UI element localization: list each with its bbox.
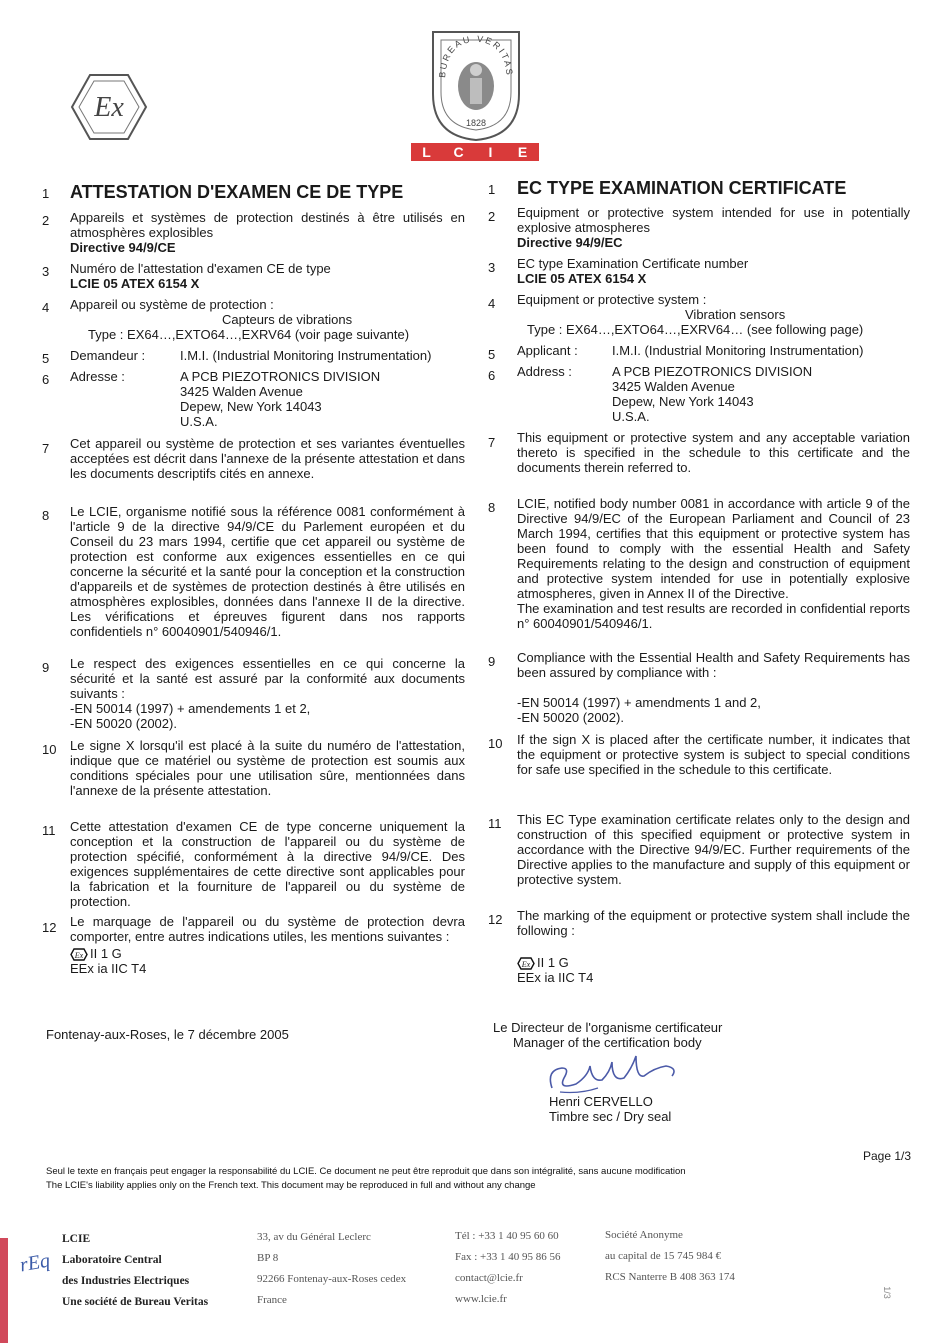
footer-phone: Tél : +33 1 40 95 60 60 <box>455 1230 559 1242</box>
item-number: 2 <box>488 209 496 224</box>
footer-line: Une société de Bureau Veritas <box>62 1296 209 1308</box>
fr-item-4 <box>70 297 465 342</box>
item-number: 11 <box>42 823 56 838</box>
address-line: A PCB PIEZOTRONICS DIVISION <box>612 364 813 379</box>
lcie-letter: C <box>453 144 465 160</box>
en-applicant-label: Applicant : <box>517 343 578 358</box>
address-line: Depew, New York 14043 <box>612 394 754 409</box>
page-number: Page 1/3 <box>863 1149 912 1163</box>
item-number: 3 <box>488 260 496 275</box>
item-number: 6 <box>42 372 50 387</box>
dry-seal: Timbre sec / Dry seal <box>549 1109 672 1124</box>
item-number: 5 <box>42 351 50 366</box>
disclaimer-fr: Seul le texte en français peut engager la responsabilité du LCIE. Ce document ne peut être reproduit que dans son intégralité, sans aucune modification <box>46 1166 686 1177</box>
footer-line: au capital de 15 745 984 € <box>605 1250 722 1262</box>
footer-line: BP 8 <box>257 1252 279 1264</box>
en-item-8 <box>517 496 910 631</box>
fr-title: ATTESTATION D'EXAMEN CE DE TYPE <box>70 182 404 202</box>
footer-line: Laboratoire Central <box>62 1254 162 1266</box>
fr-item-2 <box>70 210 465 255</box>
standard-line: -EN 50020 (2002). <box>70 716 177 731</box>
item-number: 7 <box>488 435 496 450</box>
fr-device-name: Capteurs de vibrations <box>222 312 353 327</box>
svg-text:Ex: Ex <box>521 960 531 970</box>
fr-certificate-number: LCIE 05 ATEX 6154 X <box>70 276 200 291</box>
lcie-band <box>411 143 539 161</box>
standard-line: -EN 50014 (1997) + amendments 1 and 2, <box>517 695 761 710</box>
en-item-9 <box>517 650 910 725</box>
fr-marking-line-1 <box>70 946 465 961</box>
en-address <box>612 364 812 424</box>
fr-item-10-text: Le signe X lorsqu'il est placé à la suite du numéro de l'attestation, indique que ce matériel ou système de protection est soumis aux conditions spéciales pour une utilisation sûre, mentionnées dans l'annexe de la présente attestation. <box>70 738 465 798</box>
en-directive: Directive 94/9/EC <box>517 235 623 250</box>
footer-line: RCS Nanterre B 408 363 174 <box>605 1271 735 1283</box>
item-number: 8 <box>488 500 496 515</box>
signatory-title-fr: Le Directeur de l'organisme certificateur <box>493 1020 723 1035</box>
item-number: 7 <box>42 441 50 456</box>
item-number: 12 <box>488 912 503 927</box>
address-line: 3425 Walden Avenue <box>612 379 735 394</box>
bureau-veritas-seal-icon <box>427 24 525 142</box>
ex-logo <box>70 72 148 142</box>
footer-line: Société Anonyme <box>605 1229 683 1241</box>
lcie-letter: E <box>517 144 529 160</box>
ex-logo-text: Ex <box>94 92 124 123</box>
fr-item-8-text: Le LCIE, organisme notifié sous la référence 0081 conformément à l'article 9 de la directive 94/9/CE du Parlement européen et du Conseil du 23 mars 1994, certifie que cet appareil ou système de protection est conforme aux exigences essentielles en ce qui concerne la sécurité et la santé pour la conception et la construction d'appareils et de systèmes de protection destinés à être utilisés en atmosphères explosibles, données dans l'annexe II de la directive. Les vérifications et épreuves figurent dans nos rapports confidentiels n° 60040901/540946/1. <box>70 504 465 639</box>
fr-item-9-text: Le respect des exigences essentielles en ce qui concerne la sécurité et la santé est assuré par la conformité aux documents suivants : <box>70 656 465 701</box>
en-item-3 <box>517 256 910 286</box>
bv-year: 1828 <box>465 118 487 128</box>
en-item-3-text: EC type Examination Certificate number <box>517 256 749 271</box>
address-line: 3425 Walden Avenue <box>180 384 303 399</box>
bureau-veritas-logo <box>427 24 525 142</box>
en-item-4 <box>517 292 910 337</box>
en-device-type: Type : EX64…,EXTO64…,EXRV64… (see following page) <box>527 322 864 337</box>
fr-applicant-value: I.M.I. (Industrial Monitoring Instrumentation) <box>180 348 432 363</box>
signature-icon <box>540 1048 690 1098</box>
item-number: 10 <box>42 742 57 757</box>
place-date: Fontenay-aux-Roses, le 7 décembre 2005 <box>46 1027 289 1042</box>
footer-contact <box>455 1226 561 1310</box>
fr-address <box>180 369 380 429</box>
disclaimer-en: The LCIE's liability applies only on the French text. This document may be reproduced in full and without any change <box>46 1180 536 1191</box>
en-item-9-text: Compliance with the Essential Health and Safety Requirements has been assured by compliance with : <box>517 650 910 680</box>
ex-marking-icon <box>517 957 535 970</box>
item-number: 4 <box>42 300 50 315</box>
fr-marking-group: II 1 G <box>90 946 122 961</box>
en-item-2-text: Equipment or protective system intended for use in potentially explosive atmospheres <box>517 205 910 235</box>
footer-red-bar <box>0 1238 8 1343</box>
side-code: 1/3 <box>881 1286 892 1299</box>
fr-item-2-text: Appareils et systèmes de protection destinés à être utilisés en atmosphères explosibles <box>70 210 465 240</box>
ex-hexagon-icon <box>70 72 148 142</box>
en-item-11-text: This EC Type examination certificate relates only to the design and construction of this specified equipment or protective system in accordance with the Directive 94/9/EC. Further requirements of the Directive applies to the manufacture and supply of this equipment or protective system. <box>517 812 910 887</box>
footer-line: France <box>257 1294 287 1306</box>
item-number: 5 <box>488 347 496 362</box>
en-item-12-text: The marking of the equipment or protective system shall include the following : <box>517 908 910 938</box>
fr-item-3-text: Numéro de l'attestation d'examen CE de type <box>70 261 331 276</box>
address-line: A PCB PIEZOTRONICS DIVISION <box>180 369 381 384</box>
signatory-title-en: Manager of the certification body <box>513 1035 702 1050</box>
item-number: 6 <box>488 368 496 383</box>
footer-line: 33, av du Général Leclerc <box>257 1231 371 1243</box>
bv-text: BUREAU VERITAS <box>437 33 515 79</box>
en-item-4-text: Equipment or protective system : <box>517 292 707 307</box>
address-line: U.S.A. <box>180 414 218 429</box>
en-marking-group: II 1 G <box>537 955 569 970</box>
svg-text:Ex: Ex <box>74 951 84 961</box>
footer-fax: Fax : +33 1 40 95 86 56 <box>455 1251 561 1263</box>
fr-item-7-text: Cet appareil ou système de protection et ses variantes éventuelles acceptées est décrit dans l'annexe de la présente attestation et dans les documents descriptifs cités en annexe. <box>70 436 465 481</box>
footer-company <box>62 1229 208 1313</box>
footer-website: www.lcie.fr <box>455 1293 507 1305</box>
fr-item-12-text: Le marquage de l'appareil ou du système de protection devra comporter, entre autres indications utiles, les mentions suivantes : <box>70 914 465 944</box>
lcie-letter: I <box>488 144 494 160</box>
en-item-2 <box>517 205 910 250</box>
footer-line: LCIE <box>62 1233 91 1245</box>
item-number: 10 <box>488 736 503 751</box>
en-item-7-text: This equipment or protective system and any acceptable variation thereto is specified in the schedule to this certificate and the documents therein referred to. <box>517 430 910 475</box>
item-number: 9 <box>488 654 496 669</box>
en-item-8-text-2: The examination and test results are recorded in confidential reports n° 60040901/540946/1. <box>517 601 910 631</box>
en-title: EC TYPE EXAMINATION CERTIFICATE <box>517 178 847 198</box>
item-number: 4 <box>488 296 496 311</box>
address-line: U.S.A. <box>612 409 650 424</box>
fr-item-12 <box>70 914 465 976</box>
fr-device-type: Type : EX64…,EXTO64…,EXRV64 (voir page suivante) <box>88 327 410 342</box>
ex-marking-icon <box>70 948 88 961</box>
item-number: 12 <box>42 920 57 935</box>
signatory-name: Henri CERVELLO <box>549 1094 653 1109</box>
item-number: 9 <box>42 660 50 675</box>
lcie-letter: L <box>422 144 432 160</box>
en-applicant-value: I.M.I. (Industrial Monitoring Instrumentation) <box>612 343 864 358</box>
en-item-8-text: LCIE, notified body number 0081 in accordance with article 9 of the Directive 94/9/EC of the European Parliament and Council of 23 March 1994, certifies that this equipment or protective system has been found to comply with the essential Health and Safety Requirements relating to the design and construction of equipment and protective system intended for use in potentially explosive atmospheres, given in Annex II of the Directive. <box>517 496 910 601</box>
standard-line: -EN 50020 (2002). <box>517 710 624 725</box>
fr-item-9 <box>70 656 465 731</box>
fr-address-label: Adresse : <box>70 369 125 384</box>
en-item-12 <box>517 908 910 985</box>
en-item-10-text: If the sign X is placed after the certificate number, it indicates that the equipment or protective system is subject to special conditions for safe use specified in the schedule to this certificate. <box>517 732 910 777</box>
handwritten-note: rEq <box>18 1249 52 1277</box>
footer-address <box>257 1227 406 1311</box>
fr-applicant-label: Demandeur : <box>70 348 146 363</box>
item-number: 1 <box>488 182 496 197</box>
item-number: 11 <box>488 816 502 831</box>
footer-legal <box>605 1225 735 1288</box>
address-line: Depew, New York 14043 <box>180 399 322 414</box>
item-number: 1 <box>42 186 50 201</box>
en-marking-line-2: EEx ia IIC T4 <box>517 970 594 986</box>
en-address-label: Address : <box>517 364 572 379</box>
footer-line: des Industries Electriques <box>62 1275 190 1287</box>
item-number: 2 <box>42 213 50 228</box>
fr-item-4-text: Appareil ou système de protection : <box>70 297 274 312</box>
fr-directive: Directive 94/9/CE <box>70 240 176 255</box>
fr-marking-line-2: EEx ia IIC T4 <box>70 961 147 977</box>
en-certificate-number: LCIE 05 ATEX 6154 X <box>517 271 647 286</box>
en-device-name: Vibration sensors <box>685 307 786 322</box>
item-number: 8 <box>42 508 50 523</box>
en-marking-line-1 <box>517 955 910 970</box>
item-number: 3 <box>42 264 50 279</box>
footer-email: contact@lcie.fr <box>455 1272 523 1284</box>
standard-line: -EN 50014 (1997) + amendements 1 et 2, <box>70 701 311 716</box>
footer-line: 92266 Fontenay-aux-Roses cedex <box>257 1273 407 1285</box>
fr-item-11-text: Cette attestation d'examen CE de type concerne uniquement la conception et la construction de l'appareil ou du système de protection spécifié, conformément à la directive 94/9/CE. Des exigences supplémentaires de cette directive sont applicables pour la fabrication et la fourniture de l'appareil ou du système de protection. <box>70 819 465 909</box>
fr-item-3 <box>70 261 465 291</box>
